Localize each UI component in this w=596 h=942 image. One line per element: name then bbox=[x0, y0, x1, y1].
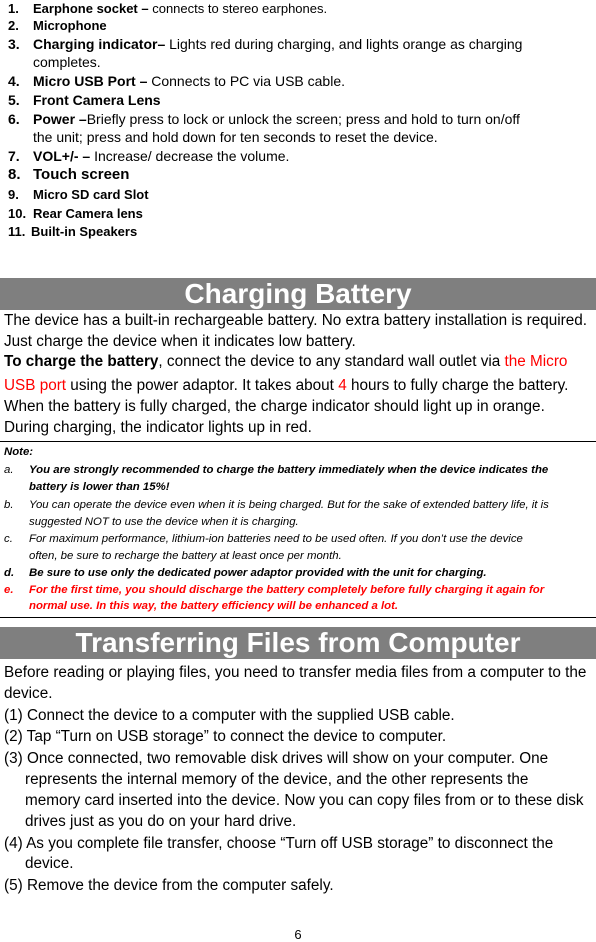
paragraph: Just charge the device when it indicates low battery. bbox=[4, 333, 356, 350]
page-number: 6 bbox=[294, 927, 302, 942]
paragraph: Before reading or playing files, you need to transfer media files from a computer to the bbox=[4, 664, 587, 681]
step-item: (1) Connect the device to a computer with the supplied USB cable. bbox=[4, 707, 455, 724]
step-item-continuation: memory card inserted into the device. Now you can copy files from or to these disk bbox=[25, 792, 584, 809]
paragraph: USB port using the power adaptor. It takes about 4 hours to fully charge the battery. bbox=[4, 377, 569, 394]
paragraph: When the battery is fully charged, the charge indicator should light up in orange. bbox=[4, 398, 545, 415]
step-item: (2) Tap “Turn on USB storage” to connect the device to computer. bbox=[4, 728, 447, 745]
paragraph: device. bbox=[4, 685, 53, 702]
paragraph: To charge the battery, connect the device to any standard wall outlet via the Micro bbox=[4, 353, 568, 370]
section-heading-transfer: Transferring Files from Computer bbox=[0, 627, 596, 659]
divider bbox=[0, 441, 596, 442]
step-item: (4) As you complete file transfer, choose “Turn off USB storage” to disconnect the bbox=[4, 835, 554, 852]
section-heading-charging: Charging Battery bbox=[0, 278, 596, 310]
step-item-continuation: drives just as you do on your hard drive. bbox=[25, 813, 297, 830]
step-item: (5) Remove the device from the computer safely. bbox=[4, 877, 334, 894]
step-item-continuation: device. bbox=[25, 855, 74, 872]
step-item-continuation: represents the internal memory of the device, and the other represents the bbox=[25, 771, 529, 788]
paragraph: During charging, the indicator lights up in red. bbox=[4, 419, 312, 436]
step-item: (3) Once connected, two removable disk drives will show on your computer. One bbox=[4, 750, 549, 767]
note-label: Note: bbox=[4, 446, 34, 458]
paragraph: The device has a built-in rechargeable battery. No extra battery installation is required. bbox=[4, 312, 588, 329]
divider bbox=[0, 617, 596, 618]
